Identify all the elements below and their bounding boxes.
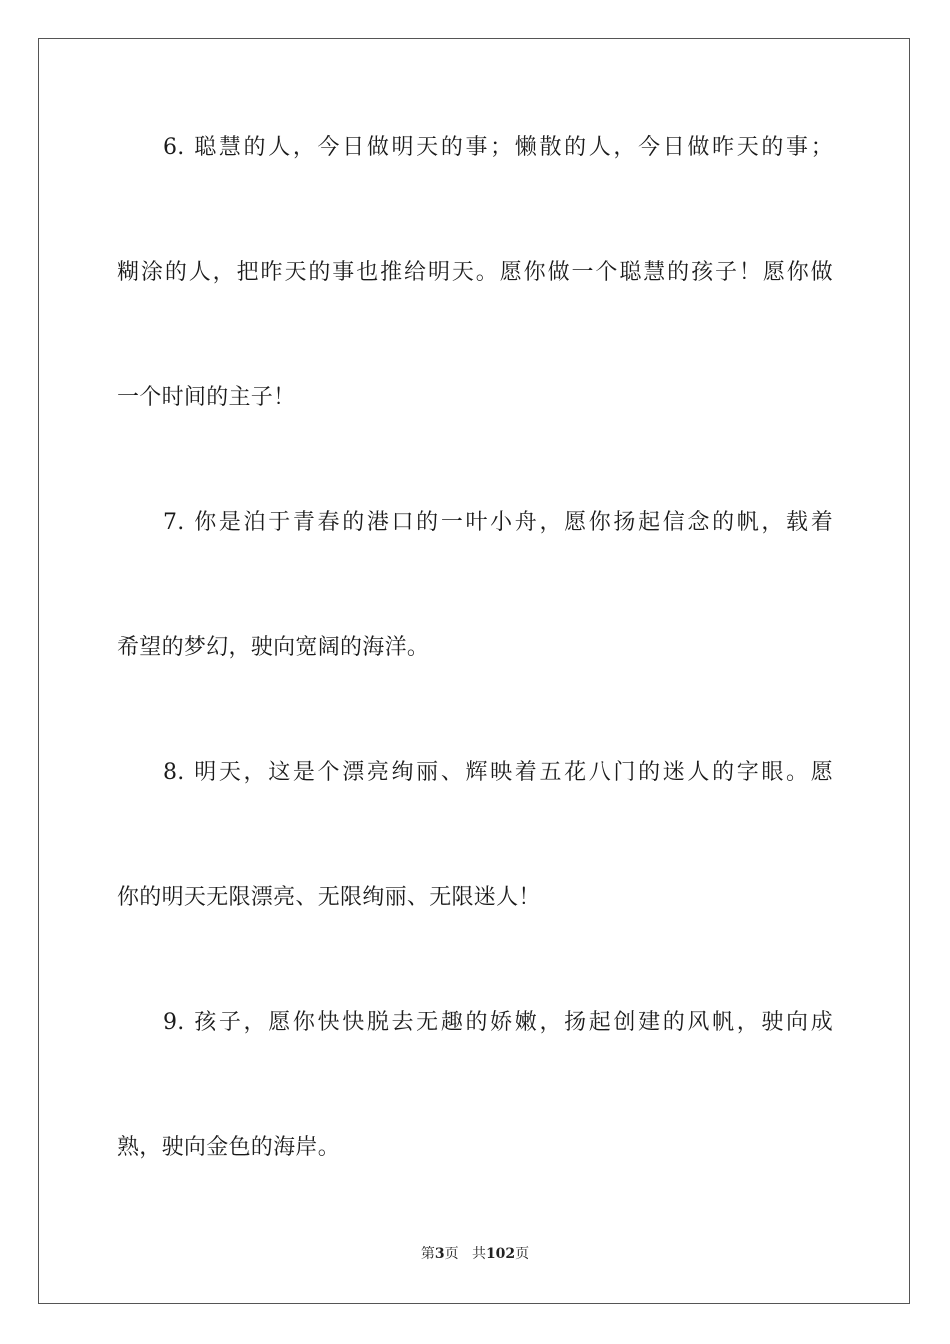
footer-total-prefix: 共	[471, 1246, 486, 1262]
footer-total-suffix: 页	[515, 1246, 530, 1262]
total-pages-number: 102	[485, 1246, 516, 1262]
paragraph-line: 9. 孩子，愿你快快脱去无趣的娇嫩，扬起创建的风帆，驶向成	[163, 1010, 833, 1035]
paragraph-line: 希望的梦幻，驶向宽阔的海洋。	[117, 635, 430, 660]
paragraph-line: 6. 聪慧的人，今日做明天的事；懒散的人，今日做昨天的事；	[163, 135, 833, 160]
current-page-number: 3	[434, 1246, 445, 1262]
paragraph-line: 8. 明天，这是个漂亮绚丽、辉映着五花八门的迷人的字眼。愿	[163, 760, 833, 785]
paragraph-line: 7. 你是泊于青春的港口的一叶小舟，愿你扬起信念的帆，载着	[163, 510, 833, 535]
paragraph-line: 熟，驶向金色的海岸。	[117, 1135, 341, 1160]
paragraph-line: 一个时间的主子！	[117, 385, 296, 410]
paragraph-line: 糊涂的人，把昨天的事也推给明天。愿你做一个聪慧的孩子！愿你做	[117, 260, 833, 285]
footer-page-suffix: 页	[444, 1246, 459, 1262]
footer-prefix: 第	[420, 1246, 435, 1262]
paragraph-line: 你的明天无限漂亮、无限绚丽、无限迷人！	[117, 885, 541, 910]
page-footer	[0, 1244, 950, 1264]
page-border	[38, 38, 910, 1304]
